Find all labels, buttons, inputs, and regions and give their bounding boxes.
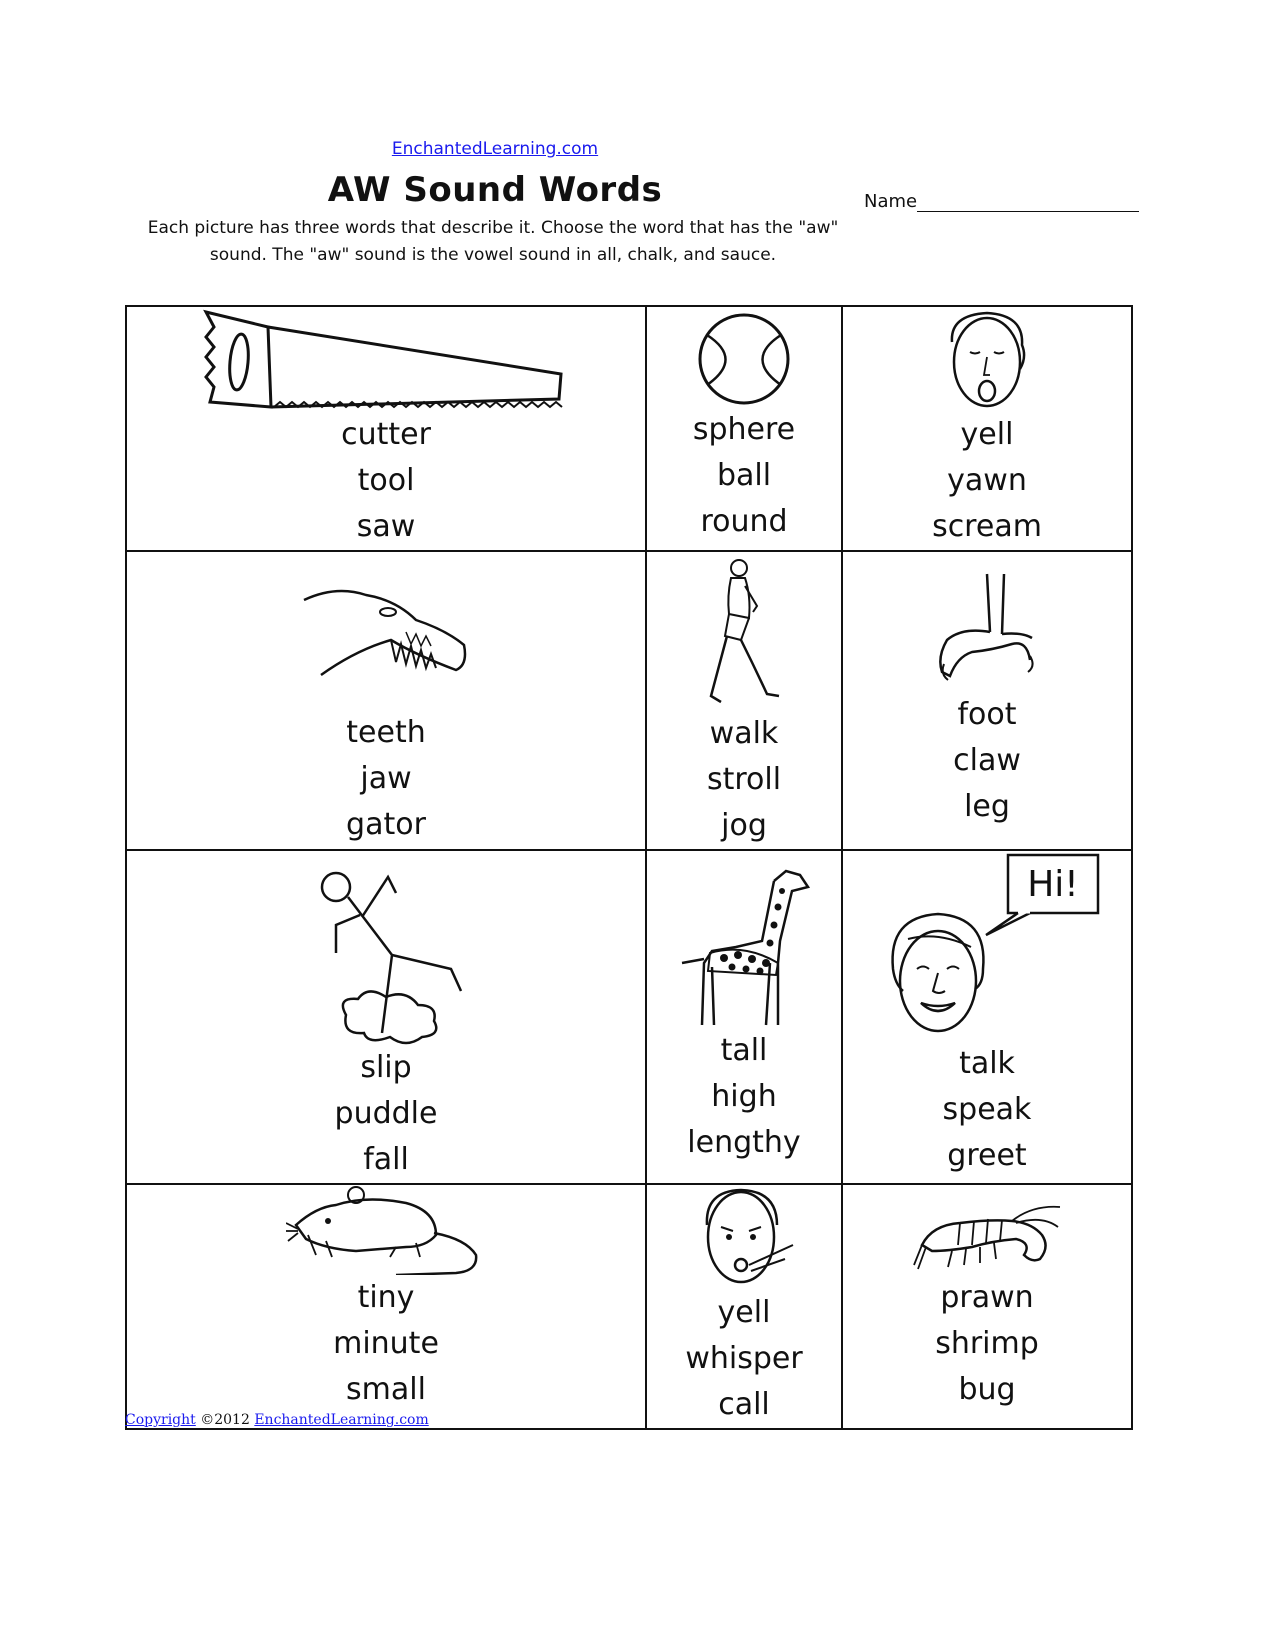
grid-cell (126, 850, 646, 1184)
word-list (647, 711, 841, 849)
word-option[interactable]: whisper (685, 1341, 803, 1376)
word-list (843, 1275, 1131, 1413)
word-option[interactable]: prawn (940, 1280, 1034, 1315)
grid-cell (646, 850, 842, 1184)
word-option[interactable]: yawn (947, 463, 1027, 498)
word-option[interactable]: talk (959, 1046, 1015, 1081)
word-option[interactable]: lengthy (687, 1125, 801, 1160)
ball-icon (689, 307, 799, 407)
whispering-face-icon (689, 1185, 799, 1290)
word-option[interactable]: leg (964, 789, 1010, 824)
alligator-head-icon (296, 570, 476, 710)
grid-row (126, 306, 1132, 551)
word-option[interactable]: cutter (341, 417, 431, 452)
word-option[interactable]: high (711, 1079, 777, 1114)
word-option[interactable]: saw (356, 509, 416, 544)
word-option[interactable]: claw (953, 743, 1021, 778)
word-option[interactable]: yell (960, 417, 1014, 452)
word-option[interactable]: puddle (334, 1096, 438, 1131)
word-option[interactable]: shrimp (935, 1326, 1039, 1361)
name-line[interactable] (917, 194, 1139, 212)
shrimp-icon (912, 1195, 1062, 1275)
word-option[interactable]: slip (360, 1050, 412, 1085)
page-title: AW Sound Words (327, 170, 663, 210)
mouse-icon (286, 1185, 486, 1275)
word-option[interactable]: call (718, 1387, 770, 1422)
word-option[interactable]: yell (717, 1295, 771, 1330)
word-option[interactable]: small (346, 1372, 426, 1407)
word-list (127, 1275, 645, 1413)
grid-cell (842, 306, 1132, 551)
word-option[interactable]: scream (932, 509, 1042, 544)
grid-cell (842, 551, 1132, 850)
grid-cell (126, 1184, 646, 1429)
word-option[interactable]: jaw (360, 761, 412, 796)
grid-cell (126, 551, 646, 850)
word-list (843, 1041, 1131, 1179)
grid-cell (842, 1184, 1132, 1429)
grid-row (126, 551, 1132, 850)
talking-face-icon (883, 909, 993, 1039)
copyright-link[interactable]: Copyright (125, 1412, 196, 1428)
giraffe-icon (674, 863, 814, 1028)
word-list (647, 1028, 841, 1166)
word-option[interactable]: ball (716, 458, 772, 493)
word-option[interactable]: speak (942, 1092, 1032, 1127)
grid-cell (842, 850, 1132, 1184)
word-option[interactable]: greet (947, 1138, 1027, 1173)
grid-cell (646, 1184, 842, 1429)
word-list (127, 412, 645, 550)
grid-cell (126, 306, 646, 551)
word-option[interactable]: bug (958, 1372, 1016, 1407)
word-list (647, 1290, 841, 1428)
grid-cell (646, 551, 842, 850)
instructions: Each picture has three words that describe it. Choose the word that has the "aw" sound. The "aw" sound is the vowel sound in all, chalk, and sauce. (147, 218, 839, 265)
grid-cell (646, 306, 842, 551)
word-option[interactable]: walk (709, 716, 779, 751)
word-option[interactable]: gator (346, 807, 426, 842)
word-list (843, 692, 1131, 830)
word-option[interactable]: tall (720, 1033, 768, 1068)
word-option[interactable]: fall (363, 1142, 409, 1177)
word-list (127, 1045, 645, 1183)
word-option[interactable]: stroll (706, 762, 782, 797)
walking-man-icon (699, 556, 789, 711)
grid-row (126, 850, 1132, 1184)
word-grid (125, 305, 1133, 1430)
word-list (127, 710, 645, 848)
word-list (647, 407, 841, 545)
word-option[interactable]: jog (721, 808, 767, 843)
word-option[interactable]: foot (957, 697, 1017, 732)
name-label: Name (864, 191, 918, 212)
site-link[interactable]: EnchantedLearning.com (391, 139, 599, 159)
word-option[interactable]: round (700, 504, 788, 539)
word-option[interactable]: tiny (357, 1280, 415, 1315)
name-field (864, 191, 1139, 212)
word-option[interactable]: minute (333, 1326, 439, 1361)
yawning-face-icon (932, 307, 1042, 412)
word-list (843, 412, 1131, 550)
word-option[interactable]: teeth (346, 715, 426, 750)
grid-row (126, 1184, 1132, 1429)
copyright-year: ©2012 (195, 1412, 255, 1428)
slipping-person-icon (306, 865, 466, 1045)
footer-site-link[interactable]: EnchantedLearning.com (254, 1412, 429, 1428)
word-option[interactable]: tool (357, 463, 415, 498)
saw-icon (196, 307, 576, 412)
bird-foot-icon (932, 572, 1042, 692)
word-option[interactable]: sphere (692, 412, 796, 447)
footer (125, 1412, 429, 1428)
speech-bubble-text: Hi! (1027, 864, 1079, 905)
